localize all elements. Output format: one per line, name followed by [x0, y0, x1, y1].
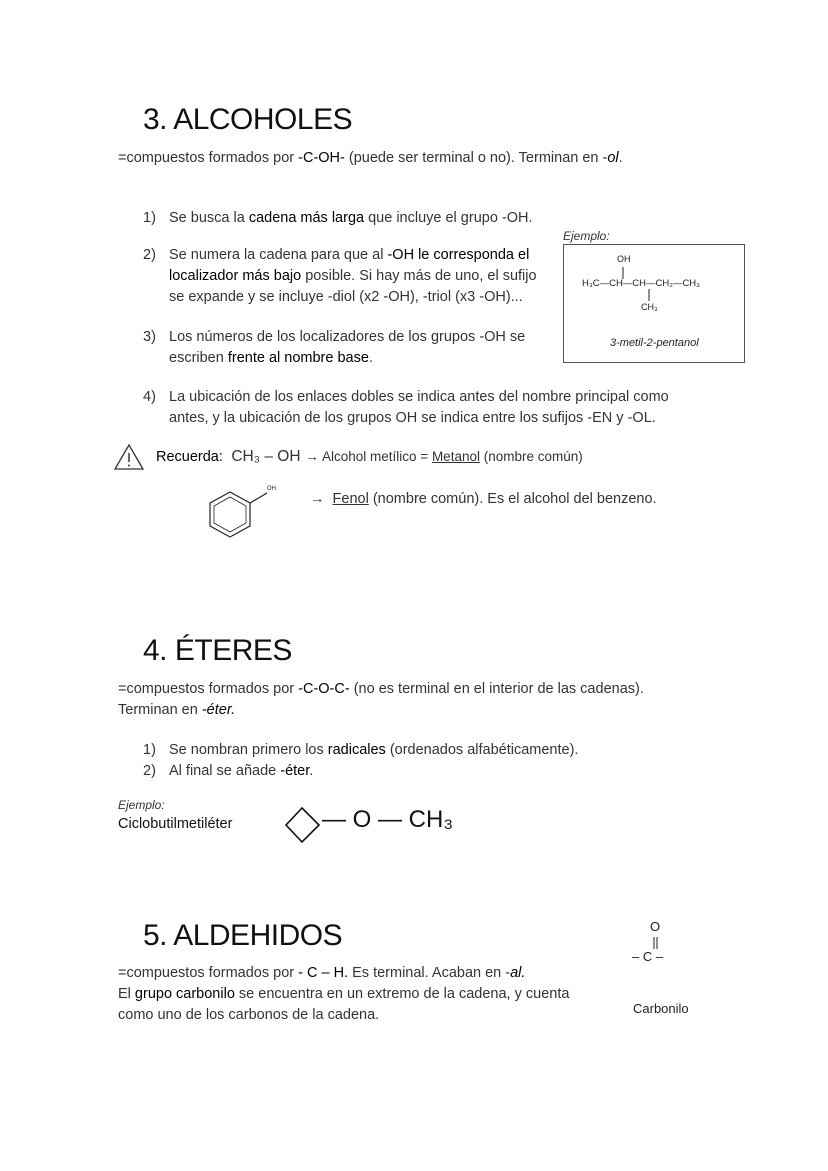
list-number: 2): [143, 247, 156, 263]
example-label: Ejemplo:: [563, 229, 610, 243]
carbonyl-carbon: – C –: [632, 949, 664, 964]
list-text: Se nombran primero los radicales (ordenados alfabéticamente).: [169, 742, 579, 758]
remember-label: Recuerda:: [156, 449, 223, 465]
def-text: (puede ser terminal o no). Terminan en -: [344, 150, 608, 166]
list-number: 3): [143, 329, 156, 345]
methyl-group: CH₃: [641, 302, 658, 312]
list-number: 1): [143, 210, 156, 226]
list-item: [143, 245, 563, 311]
def-suffix: ol: [607, 150, 619, 166]
arrow-icon: →: [310, 491, 325, 507]
ether-formula: — O — CH₃: [322, 806, 454, 833]
list-item: [143, 208, 563, 230]
def-text: .: [618, 150, 623, 166]
section-4-title: 4. ÉTERES: [143, 634, 292, 667]
list-item: [143, 327, 563, 371]
list-text: Los números de los localizadores de los grupos -OH se escriben frente al nombre base.: [169, 329, 526, 366]
list-item: [143, 761, 643, 783]
section-3-definition: [118, 148, 623, 169]
carbon-chain: H₃C—CH—CH—CH₂—CH₃: [582, 278, 701, 289]
phenol-name: Fenol: [332, 491, 369, 507]
carbonyl-label: Carbonilo: [633, 1001, 689, 1016]
def-text: =compuestos formados por: [118, 150, 299, 166]
def-bold: -C-OH-: [298, 150, 345, 166]
section-3-title: 3. ALCOHOLES: [143, 103, 353, 136]
section-4-definition: =compuestos formados por -C-O-C- (no es terminal en el interior de las cadenas). Terminan en -éter.: [118, 681, 644, 718]
list-text: Se numera la cadena para que al -OH le corresponda el localizador más bajo posible. Si hay más de uno, el sufijo se expande y se incluye -diol (x2 -OH), -triol (x3 -OH)...: [169, 247, 537, 305]
arrow-icon: →: [305, 448, 319, 464]
cyclobutyl-ring-drawing: [284, 806, 324, 846]
example-label: Ejemplo:: [118, 798, 165, 812]
list-text: Al final se añade -éter.: [169, 763, 314, 779]
section-5-title: 5. ALDEHIDOS: [143, 919, 343, 952]
list-text: La ubicación de los enlaces dobles se indica antes del nombre principal como antes, y la ubicación de los grupos OH se indica entre los sufijos -EN y -OL.: [169, 389, 669, 426]
oh-group: OH: [617, 254, 631, 264]
carbonyl-oxygen: O: [650, 919, 661, 934]
phenol-oh: OH: [267, 486, 276, 492]
ether-name: Ciclobutilmetiléter: [118, 816, 233, 832]
list-item: [143, 740, 643, 762]
example-box: [563, 244, 745, 363]
methanol-name: Metanol: [431, 449, 480, 464]
list-item: [143, 387, 723, 431]
compound-name: 3-metil-2-pentanol: [610, 337, 699, 349]
section-5-definition: =compuestos formados por - C – H. Es terminal. Acaban en -al. El grupo carbonilo se encuentra en un extremo de la cadena, y cuenta como uno de los carbonos de la cadena.: [118, 965, 570, 1023]
double-bond-drawing: [650, 936, 662, 950]
list-number: 4): [143, 389, 156, 405]
list-text: Se busca la cadena más larga que incluye el grupo -OH.: [169, 210, 533, 226]
list-number: 1): [143, 742, 156, 758]
methanol-formula: CH₃ – OH: [231, 448, 301, 465]
phenol-line: → Fenol (nombre común). Es el alcohol del benzeno.: [310, 491, 657, 507]
warning-icon: [113, 443, 145, 471]
list-number: 2): [143, 763, 156, 779]
remember-line: Recuerda: CH₃ – OH → Alcohol metílico = Metanol (nombre común): [156, 448, 583, 465]
